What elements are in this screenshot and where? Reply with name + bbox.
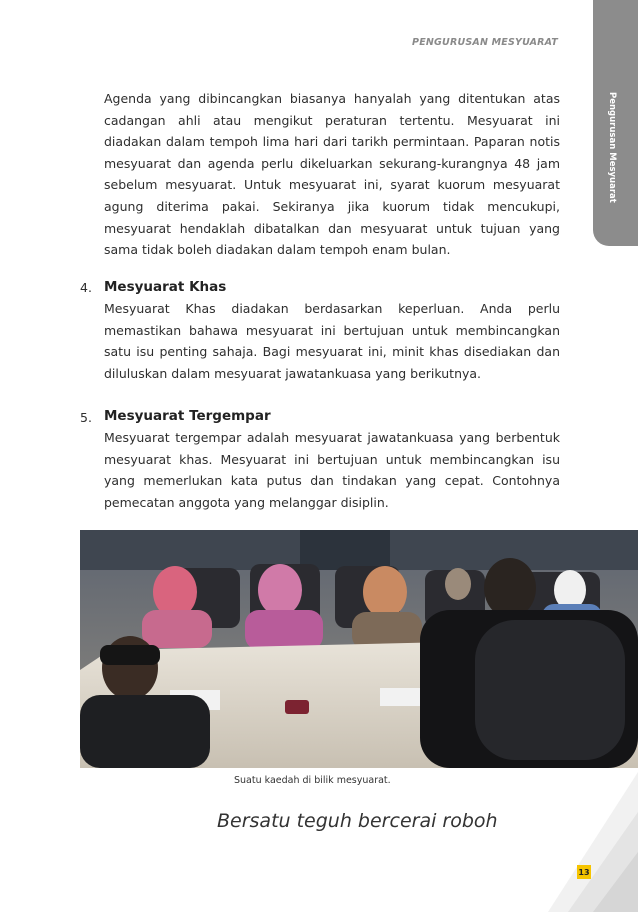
item-body-mesyuarat-tergempar: Mesyuarat tergempar adalah mesyuarat jawatankuasa yang berbentuk mesyuarat khas. Mesyuarat ini bertujuan untuk membincangkan isu yang memerlukan kata putus dan tindakan yang cepat. Contohnya pemecatan anggota yang melanggar disiplin.: [104, 430, 560, 510]
item-number: 5.: [80, 410, 92, 425]
meeting-room-photo: [80, 530, 638, 768]
item-title-mesyuarat-khas: Mesyuarat Khas: [104, 279, 227, 295]
motto-quote: Bersatu teguh bercerai roboh: [217, 810, 498, 832]
corner-decoration: [548, 772, 638, 912]
item-body-mesyuarat-khas: Mesyuarat Khas diadakan berdasarkan keperluan. Anda perlu memastikan bahawa mesyuarat ini bertujuan untuk membincangkan satu isu penting sahaja. Bagi mesyuarat ini, minit khas disediakan dan diluluskan dalam mesyuarat jawatankuasa yang berikutnya.: [104, 301, 560, 381]
running-header: PENGURUSAN MESYUARAT: [412, 37, 558, 48]
meeting-photo-illustration: [80, 530, 638, 768]
photo-caption: Suatu kaedah di bilik mesyuarat.: [234, 775, 391, 786]
section-side-tab: [593, 0, 638, 246]
intro-paragraph: Agenda yang dibincangkan biasanya hanyalah yang ditentukan atas cadangan ahli atau mengikut peraturan tertentu. Mesyuarat ini diadakan dalam tempoh lima hari dari tarikh permintaan. Paparan notis mesyuarat dan agenda perlu dikeluarkan sekurang-kurangnya 48 jam sebelum mesyuarat. Untuk mesyuarat ini, syarat kuorum mesyuarat agung diterima pakai. Sekiranya jika kuorum tidak mencukupi, mesyuarat hendaklah dibatalkan dan mesyuarat untuk tujuan yang sama tidak boleh diadakan dalam tempoh enam bulan.: [104, 91, 560, 258]
item-number: 4.: [80, 280, 92, 295]
side-tab-label: Pengurusan Mesyuarat: [607, 92, 617, 203]
item-title-mesyuarat-tergempar: Mesyuarat Tergempar: [104, 408, 271, 424]
page-number: 13: [577, 865, 591, 879]
